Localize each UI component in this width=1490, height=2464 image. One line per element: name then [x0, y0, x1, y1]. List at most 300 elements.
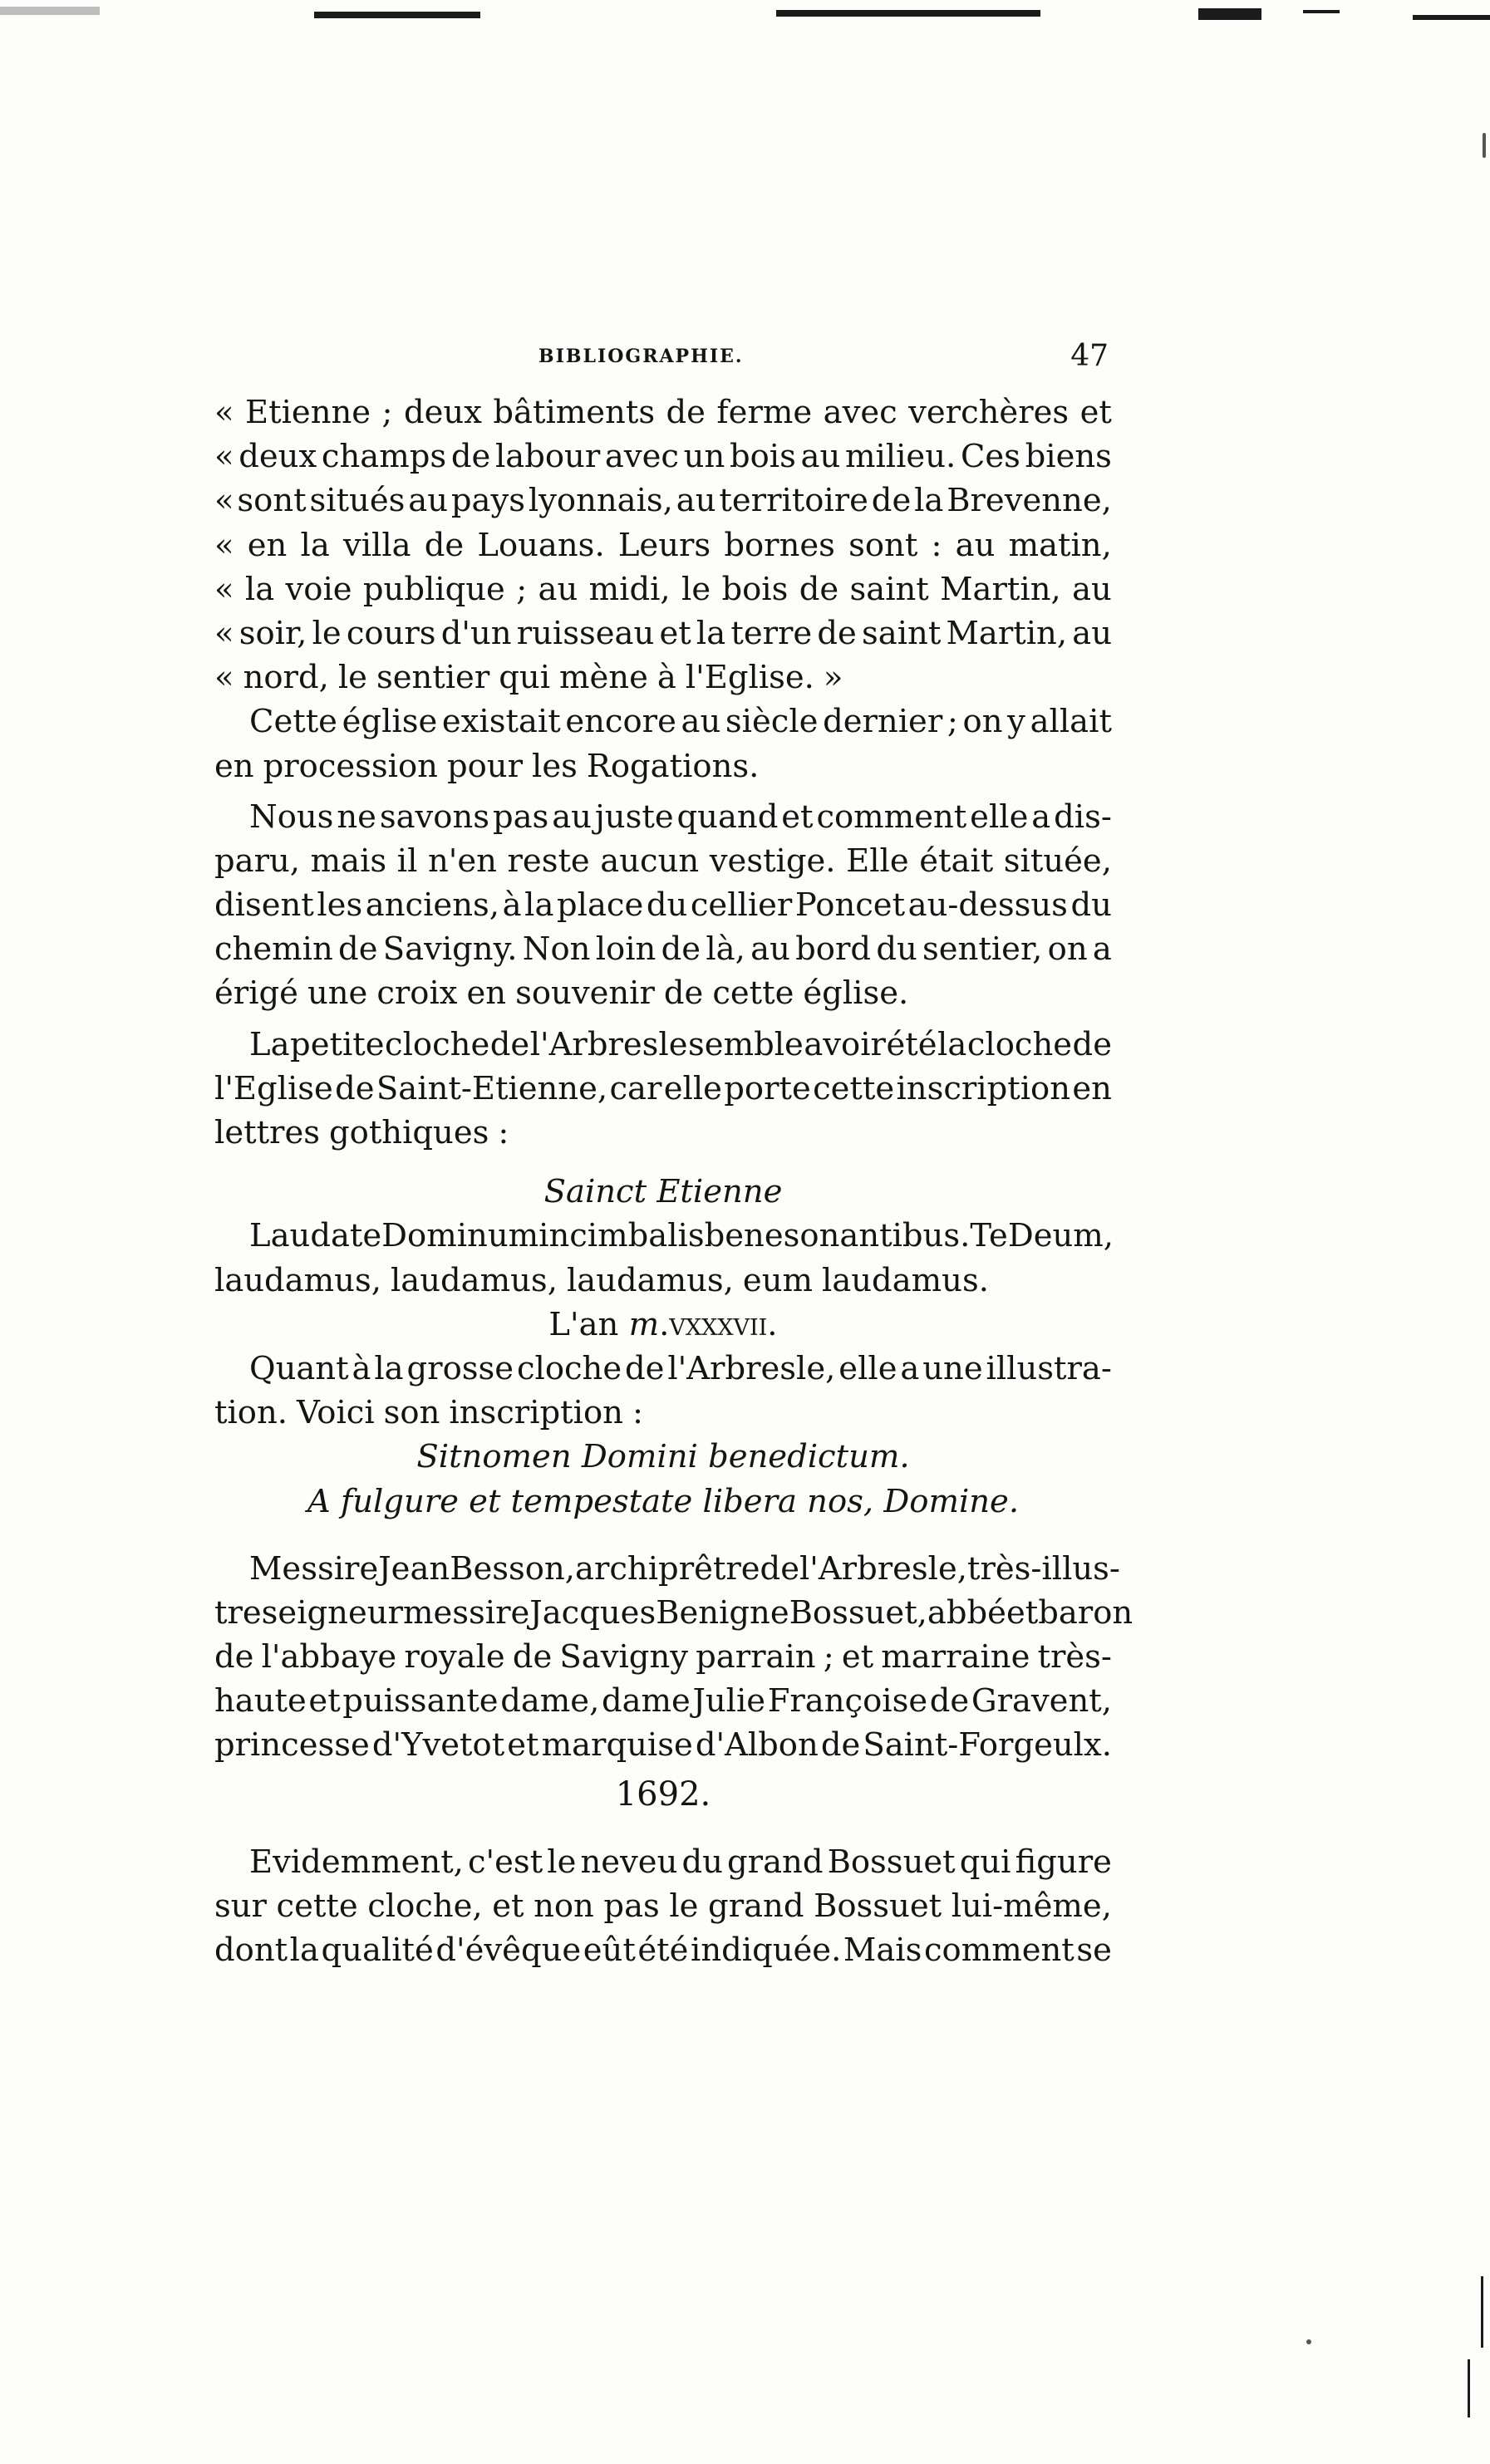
word: pour: [446, 747, 524, 785]
word: Quant: [249, 1349, 349, 1387]
word: bord: [795, 930, 872, 969]
word: dis-: [1054, 798, 1112, 836]
word: marraine: [881, 1638, 1030, 1676]
inscription-line: A fulgure et tempestate libera nos, Domine.: [307, 1482, 1020, 1520]
word: neveu: [580, 1843, 678, 1881]
word: le: [669, 1887, 699, 1925]
word: midi,: [588, 570, 671, 608]
word: souvenir: [515, 974, 655, 1013]
word: elle: [663, 1069, 722, 1107]
word: procession: [263, 747, 438, 785]
word: allait: [1030, 703, 1112, 741]
word: Martin,: [940, 570, 1061, 608]
word: d'un: [440, 614, 512, 652]
word: la: [289, 1931, 319, 1970]
word: villa: [342, 526, 411, 564]
word: Saint-Etienne,: [376, 1069, 608, 1107]
word: princesse: [214, 1726, 370, 1765]
word: le: [312, 614, 342, 652]
bell-year: 1692.: [615, 1774, 711, 1814]
word: dernier: [823, 703, 943, 741]
word: l'abbaye: [261, 1638, 397, 1676]
word: lettres: [214, 1114, 320, 1151]
word: été: [637, 1931, 689, 1970]
word: était: [919, 842, 994, 880]
word: pas: [603, 1887, 660, 1925]
word: car: [609, 1069, 662, 1107]
word: laudamus,: [390, 1261, 558, 1299]
text-line: [214, 1635, 1112, 1679]
word: la: [696, 614, 726, 652]
page-number: 47: [1070, 339, 1109, 373]
text-line: [214, 1840, 1112, 1884]
word: on: [962, 703, 1003, 741]
text-line: [214, 434, 1112, 479]
word: Brevenne,: [947, 482, 1112, 520]
word: anciens,: [365, 886, 499, 925]
word: la: [374, 1349, 404, 1387]
word: terre: [730, 614, 813, 652]
word: gothiques: [329, 1114, 489, 1151]
word: de: [820, 1726, 861, 1765]
word: là,: [706, 930, 745, 969]
word: de: [489, 1025, 530, 1063]
word: petite: [290, 1025, 385, 1063]
scan-edge-mark: [1198, 8, 1261, 20]
word: indiquée.: [691, 1931, 842, 1970]
word: champs: [321, 438, 447, 476]
word: et: [841, 1638, 874, 1676]
word: «: [214, 526, 234, 564]
scan-speck: [1483, 133, 1486, 158]
word: et: [1079, 394, 1112, 431]
word: il: [396, 842, 418, 880]
word: in: [538, 1217, 570, 1255]
word: avec: [604, 438, 679, 476]
scan-edge-mark: [1468, 2359, 1470, 2417]
word: Non: [522, 930, 591, 969]
word: eût: [583, 1931, 636, 1970]
scan-edge-mark: [0, 7, 100, 15]
word: n'en: [427, 842, 497, 880]
word: elle: [838, 1349, 897, 1387]
paragraph: [214, 1840, 1112, 1973]
word: Savigny.: [382, 930, 518, 969]
word: sonantibus.: [783, 1217, 971, 1255]
word: l'Eglise: [214, 1069, 333, 1107]
text-line: [214, 611, 1112, 655]
word: du: [681, 1843, 723, 1881]
word: non: [534, 1887, 594, 1925]
word: Besson,: [450, 1549, 576, 1588]
word: du: [876, 930, 917, 969]
word: cellier: [690, 886, 793, 925]
word: Laudate: [249, 1217, 382, 1255]
word: au: [800, 438, 841, 476]
word: Dominum: [381, 1217, 539, 1255]
word: Nous: [249, 798, 334, 836]
word: la: [914, 482, 944, 520]
word: cloche,: [367, 1887, 483, 1925]
word: Deum,: [1007, 1217, 1114, 1255]
word: en: [466, 974, 507, 1013]
word: église.: [803, 974, 909, 1013]
text-line: [214, 1928, 1112, 1972]
word: au: [676, 482, 716, 520]
word: de: [871, 482, 912, 520]
word: «: [214, 438, 234, 476]
word: et: [1006, 1593, 1039, 1632]
word: mais: [310, 842, 387, 880]
word: et: [659, 614, 691, 652]
word: inscription: [449, 1394, 623, 1432]
word: messire: [402, 1593, 530, 1632]
word: ruisseau: [516, 614, 655, 652]
word: dame,: [500, 1682, 600, 1720]
word: cloche: [966, 1025, 1073, 1063]
word: de: [929, 1682, 970, 1720]
word: laudamus.: [822, 1261, 989, 1299]
word: dame: [601, 1682, 691, 1720]
word: cloche: [516, 1349, 622, 1387]
word: aucun: [600, 842, 700, 880]
word: tre: [214, 1593, 262, 1632]
word: seigneur: [261, 1593, 403, 1632]
word: de: [799, 570, 839, 608]
word: saint: [862, 614, 942, 652]
word: territoire: [719, 482, 868, 520]
word: ;: [947, 703, 958, 741]
word: on: [1047, 930, 1088, 969]
word: au: [552, 798, 592, 836]
word: au: [681, 703, 721, 741]
word: de: [450, 438, 491, 476]
text-line: [214, 1723, 1112, 1767]
word: Poncet: [794, 886, 906, 925]
word: bornes: [724, 526, 835, 564]
word: baron: [1038, 1593, 1133, 1632]
word: laudamus,: [566, 1261, 734, 1299]
word: qualité: [321, 1931, 434, 1970]
word: c'est: [468, 1843, 543, 1881]
word: la: [524, 886, 554, 925]
text-line: [214, 744, 1112, 788]
word: ferme: [716, 394, 813, 431]
text-line: [214, 1347, 1112, 1391]
word: comment: [923, 1931, 1074, 1970]
word: savons: [379, 798, 490, 836]
word: voie: [285, 570, 352, 608]
text-line: [214, 1111, 1112, 1155]
word: Evidemment,: [249, 1843, 464, 1881]
word: cette: [276, 1887, 358, 1925]
word: Ces: [960, 438, 1020, 476]
word: Savigny: [559, 1638, 688, 1676]
word: cette: [813, 1069, 895, 1107]
word: se: [1076, 1931, 1112, 1970]
word: Jean: [378, 1549, 450, 1588]
word: :: [632, 1394, 643, 1432]
word: grand: [708, 1887, 804, 1925]
word: mène: [559, 659, 648, 697]
running-title: BIBLIOGRAPHIE.: [538, 346, 744, 367]
word: été: [886, 1025, 937, 1063]
word: le: [337, 659, 367, 697]
text-line: [214, 1023, 1112, 1067]
word: a: [1092, 930, 1112, 969]
word: reste: [507, 842, 590, 880]
word: Elle: [846, 842, 909, 880]
word: Françoise: [767, 1682, 928, 1720]
text-line: [214, 1067, 1112, 1111]
text-line: [214, 567, 1112, 611]
word: d'Yvetot: [371, 1726, 505, 1765]
word: juste: [594, 798, 674, 836]
word: Etienne: [245, 394, 371, 431]
word: le: [681, 570, 711, 608]
word: de: [661, 930, 701, 969]
word: Saint-Forgeulx.: [863, 1726, 1112, 1765]
word: sentier,: [922, 930, 1043, 969]
word: la: [937, 1025, 967, 1063]
text-line: [214, 390, 1112, 434]
word: de: [338, 930, 378, 969]
word: d'Albon: [695, 1726, 819, 1765]
inscription-grosse-cloche: [214, 1435, 1112, 1523]
text-line: [214, 971, 1112, 1015]
word: semble: [688, 1025, 804, 1063]
word: sont: [237, 482, 307, 520]
scan-speck: [1306, 2339, 1311, 2344]
scan-edge-mark: [314, 12, 480, 18]
word: les: [532, 747, 578, 785]
word: l'Eglise.: [685, 659, 814, 697]
word: Messire: [249, 1549, 379, 1588]
word: ;: [823, 1638, 834, 1676]
text-line: [214, 1884, 1112, 1928]
word: très-: [1037, 1638, 1112, 1676]
word: paru,: [214, 842, 301, 880]
scan-edge-mark: [776, 10, 1040, 17]
word: de: [214, 1638, 254, 1676]
word: labour: [494, 438, 601, 476]
word: de: [666, 394, 706, 431]
word: vestige.: [709, 842, 836, 880]
word: située,: [1003, 842, 1112, 880]
word: publique: [362, 570, 505, 608]
word: d'évêque: [435, 1931, 582, 1970]
word: place: [556, 886, 644, 925]
word: Te: [970, 1217, 1008, 1255]
page-header: [214, 339, 1112, 385]
word: cette: [712, 974, 794, 1013]
word: matin,: [1008, 526, 1112, 564]
word: Martin,: [946, 614, 1068, 652]
word: a: [900, 1349, 920, 1387]
word: et: [492, 1887, 524, 1925]
text-line: [214, 1679, 1112, 1723]
word: biens: [1025, 438, 1112, 476]
inscription-title: Sainct Etienne: [543, 1173, 783, 1211]
word: illustra-: [986, 1349, 1112, 1387]
word: sentier: [376, 659, 490, 697]
word: lyonnais,: [528, 482, 673, 520]
word: à: [656, 659, 676, 697]
text-line: [214, 1214, 1112, 1258]
word: bâtiments: [493, 394, 656, 431]
word: «: [214, 659, 234, 697]
quote-block: [214, 390, 1112, 699]
text-line: [214, 883, 1112, 927]
word: érigé: [214, 974, 298, 1013]
word: Cette: [249, 703, 337, 741]
word: verchères: [908, 394, 1070, 431]
word: bois: [729, 438, 796, 476]
word: au: [955, 526, 996, 564]
word: à: [502, 886, 522, 925]
text-line: [214, 479, 1112, 523]
word: inscription: [896, 1069, 1071, 1107]
word: de: [1072, 1025, 1112, 1063]
word: sur: [214, 1887, 267, 1925]
word: ;: [381, 394, 393, 431]
word: Voici: [297, 1394, 375, 1432]
word: grosse: [406, 1349, 514, 1387]
word: :: [498, 1114, 509, 1151]
text-line: [214, 795, 1112, 839]
word: Bossuet: [814, 1887, 942, 1925]
word: «: [214, 394, 234, 431]
word: cloche: [385, 1025, 490, 1063]
text-line: [214, 839, 1112, 883]
word: y: [1007, 703, 1025, 741]
word: existait: [441, 703, 561, 741]
word: une: [922, 1349, 983, 1387]
word: le: [547, 1843, 577, 1881]
paragraph: [214, 1023, 1112, 1156]
word: figure: [1015, 1843, 1112, 1881]
word: au: [538, 570, 578, 608]
word: de: [424, 526, 465, 564]
inscription-date: L'an m.vxxxvii.: [548, 1305, 778, 1343]
word: cours: [346, 614, 436, 652]
word: »: [823, 659, 843, 697]
word: la: [244, 570, 275, 608]
word: l'Arbresle,: [667, 1349, 836, 1387]
word: au: [1072, 570, 1112, 608]
word: haute: [214, 1682, 307, 1720]
word: Benigne: [656, 1593, 789, 1632]
word: au-dessus: [907, 886, 1068, 925]
word: l'Arbresle,: [799, 1549, 968, 1588]
word: quand: [676, 798, 779, 836]
word: royale: [404, 1638, 505, 1676]
word: qui: [959, 1843, 1011, 1881]
word: «: [214, 570, 234, 608]
word: lui-même,: [951, 1887, 1112, 1925]
word: cimbalis: [569, 1217, 705, 1255]
word: un: [683, 438, 725, 476]
word: au: [750, 930, 790, 969]
text-line: [214, 1259, 1112, 1303]
word: grand: [727, 1843, 824, 1881]
text-line: [214, 927, 1112, 971]
word: Bossuet: [827, 1843, 956, 1881]
word: à: [352, 1349, 371, 1387]
word: et: [308, 1682, 341, 1720]
inscription-line: Sitnomen Domini benedictum.: [416, 1438, 910, 1476]
word: pays: [450, 482, 525, 520]
word: «: [214, 614, 234, 652]
word: et: [781, 798, 814, 836]
word: chemin: [214, 930, 333, 969]
word: une: [307, 974, 368, 1013]
word: la: [300, 526, 330, 564]
word: église: [342, 703, 438, 741]
word: bene: [704, 1217, 784, 1255]
word: dont: [214, 1931, 288, 1970]
body-text: [214, 390, 1133, 1972]
word: croix: [376, 974, 458, 1013]
word: abbé: [927, 1593, 1006, 1632]
word: de: [335, 1069, 375, 1107]
word: avec: [823, 394, 897, 431]
word: sont: [848, 526, 918, 564]
word: nord,: [243, 659, 329, 697]
text-line: [214, 1591, 1133, 1635]
word: pas: [492, 798, 549, 836]
word: parrain: [696, 1638, 816, 1676]
word: porte: [724, 1069, 811, 1107]
word: deux: [238, 438, 317, 476]
word: en: [1072, 1069, 1112, 1107]
word: très-illus-: [967, 1549, 1120, 1588]
word: laudamus,: [214, 1261, 381, 1299]
word: encore: [565, 703, 676, 741]
word: Gravent,: [971, 1682, 1112, 1720]
text-line: [214, 655, 1112, 699]
text-line: [214, 523, 1112, 567]
word: disent: [214, 886, 314, 925]
word: tion.: [214, 1394, 288, 1432]
word: l'Arbresle: [529, 1025, 688, 1063]
word: deux: [403, 394, 482, 431]
scan-edge-mark: [1481, 2276, 1483, 2348]
word: en: [247, 526, 288, 564]
word: au: [1072, 614, 1112, 652]
word: en: [214, 747, 254, 785]
word: soir,: [238, 614, 307, 652]
text-line: [214, 699, 1112, 744]
word: marquise: [541, 1726, 693, 1765]
word: La: [249, 1025, 290, 1063]
word: Louans.: [477, 526, 605, 564]
scan-edge-mark: [1413, 15, 1490, 20]
word: qui: [499, 659, 551, 697]
word: du: [1070, 886, 1112, 925]
word: saint: [849, 570, 929, 608]
word: «: [214, 482, 234, 520]
word: bois: [721, 570, 789, 608]
word: Jacques: [529, 1593, 656, 1632]
word: a: [1031, 798, 1051, 836]
text-line: [214, 1391, 1112, 1435]
scan-edge-mark: [1303, 10, 1340, 13]
word: comment: [816, 798, 967, 836]
word: siècle: [725, 703, 819, 741]
word: ne: [337, 798, 376, 836]
word: les: [317, 886, 363, 925]
